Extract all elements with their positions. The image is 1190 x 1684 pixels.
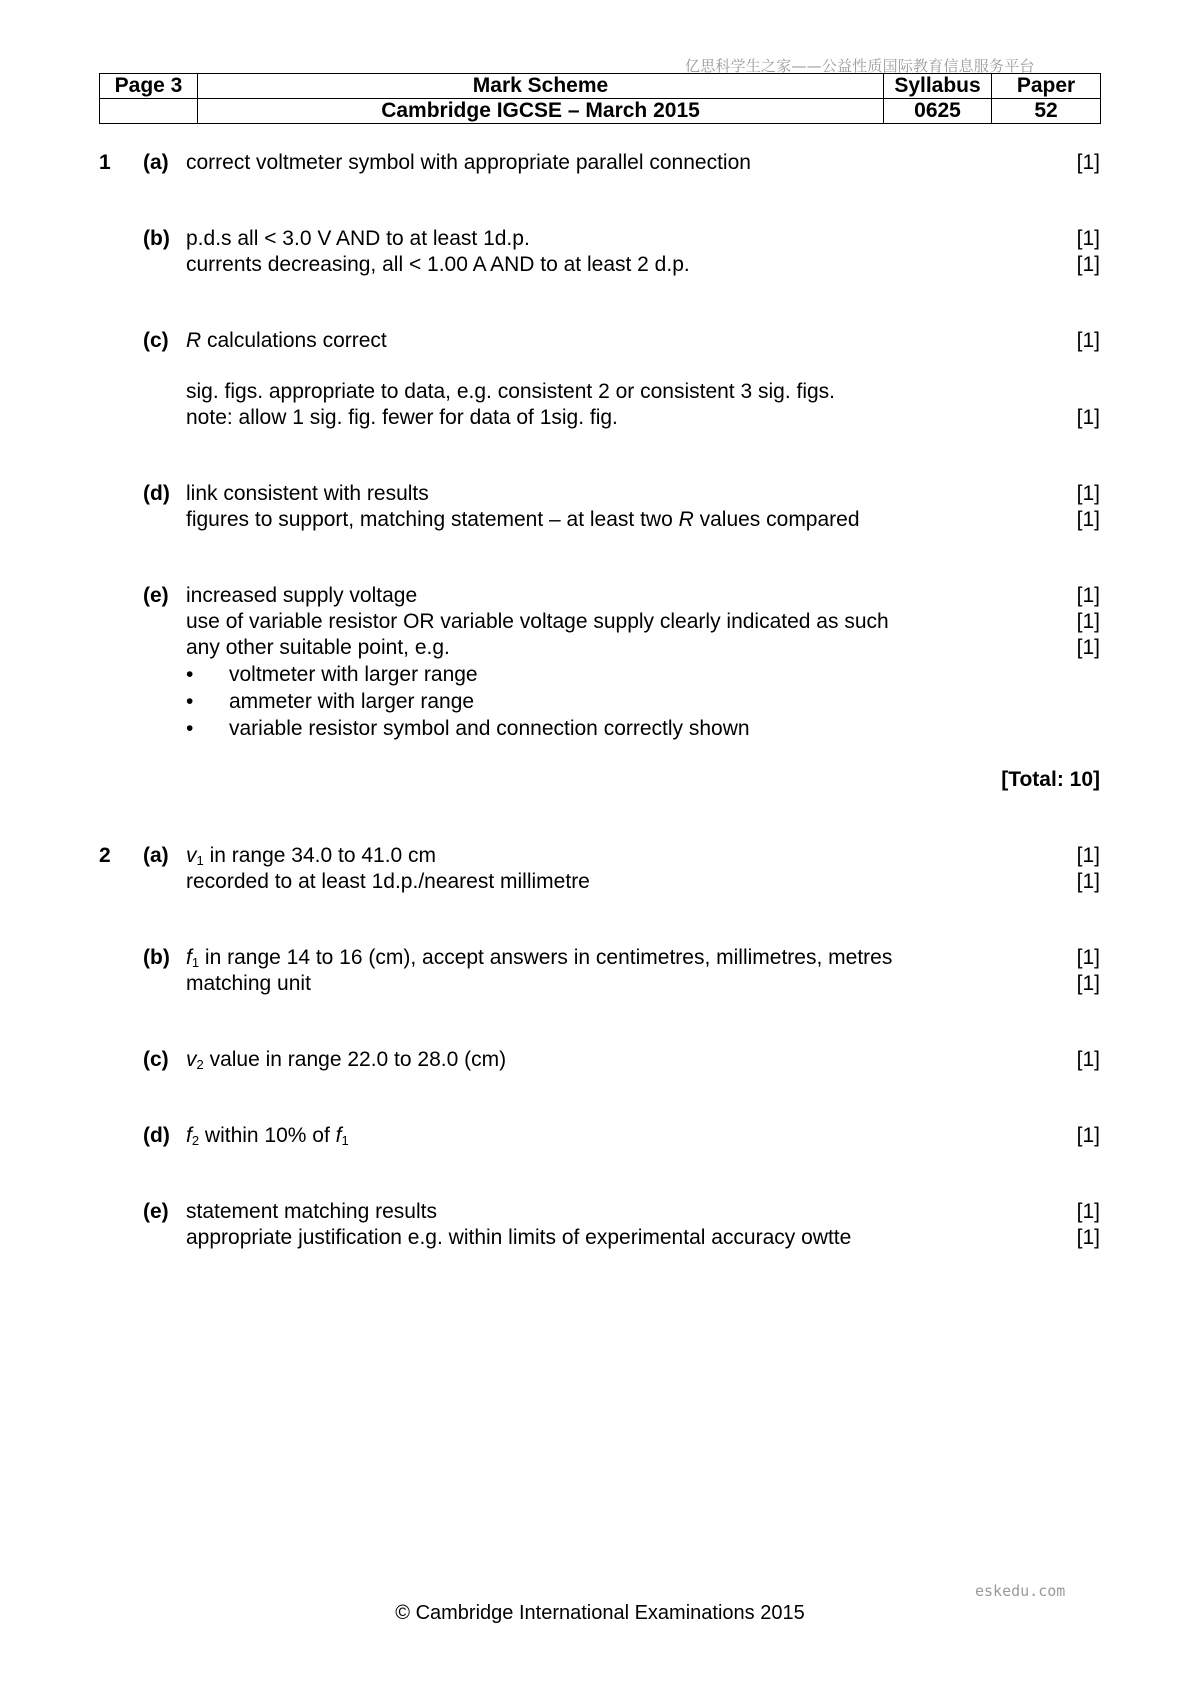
q2c-line-1: $v_2$ value in range 22.0 to 28.0 (cm)	[186, 1048, 507, 1072]
syllabus-label: Syllabus	[884, 74, 992, 99]
q1e-mark-1: [1]	[1076, 584, 1100, 607]
q1b-mark-2: [1]	[1076, 253, 1100, 276]
q2b-mark-1: [1]	[1076, 946, 1100, 969]
question-number-1: 1	[99, 151, 111, 174]
q2a-mark-2: [1]	[1076, 870, 1100, 893]
q1e-bullet-3: variable resistor symbol and connection correctly shown	[229, 717, 750, 740]
q1b-line-2: currents decreasing, all < 1.00 A AND to at least 2 d.p.	[186, 253, 690, 276]
watermark-top: 亿思科学生之家——公益性质国际教育信息服务平台	[685, 57, 1035, 75]
q1d-mark-2: [1]	[1076, 508, 1100, 531]
bullet-icon: •	[186, 663, 194, 686]
q1e-mark-2: [1]	[1076, 610, 1100, 633]
q1e-mark-3: [1]	[1076, 636, 1100, 659]
q2d-line-1: $f_2$ within 10% of $f_1$	[186, 1124, 349, 1148]
q2d-mark-1: [1]	[1076, 1124, 1100, 1147]
syllabus-code: 0625	[884, 99, 992, 124]
q1d-mark-1: [1]	[1076, 482, 1100, 505]
q2b-line-2: matching unit	[186, 972, 311, 995]
q1a-label: (a)	[143, 151, 169, 174]
q2a-line-1: $v_1$ in range 34.0 to 41.0 cm	[186, 844, 437, 868]
q1d-line-1: link consistent with results	[186, 482, 429, 505]
q2b-line-1: $f_1$ in range 14 to 16 (cm), accept answers in centimetres, millimetres, metres	[186, 946, 893, 970]
q2a-line-2: recorded to at least 1d.p./nearest millimetre	[186, 870, 590, 893]
q2c-mark-1: [1]	[1076, 1048, 1100, 1071]
q1e-line-3: any other suitable point, e.g.	[186, 636, 450, 659]
q1d-line-2: figures to support, matching statement – at least two R values compared	[186, 508, 860, 531]
document-title: Mark Scheme	[198, 74, 884, 99]
bullet-icon: •	[186, 717, 194, 740]
resistance-symbol: R	[186, 329, 202, 352]
q2c-label: (c)	[143, 1048, 169, 1071]
q2b-label: (b)	[143, 946, 170, 969]
q1e-line-1: increased supply voltage	[186, 584, 418, 607]
q2b-mark-2: [1]	[1076, 972, 1100, 995]
q1a-line-1: correct voltmeter symbol with appropriate parallel connection	[186, 151, 751, 174]
q1c-line-3: note: allow 1 sig. fig. fewer for data of 1sig. fig.	[186, 406, 618, 429]
q2e-label: (e)	[143, 1200, 169, 1223]
q2a-mark-1: [1]	[1076, 844, 1100, 867]
q1c-label: (c)	[143, 329, 169, 352]
q1b-label: (b)	[143, 227, 170, 250]
q1e-bullet-1: voltmeter with larger range	[229, 663, 478, 686]
paper-label: Paper	[992, 74, 1101, 99]
q1d-label: (d)	[143, 482, 170, 505]
document-subtitle: Cambridge IGCSE – March 2015	[198, 99, 884, 124]
q1c-line-2: sig. figs. appropriate to data, e.g. consistent 2 or consistent 3 sig. figs.	[186, 380, 836, 403]
q1a-mark-1: [1]	[1076, 151, 1100, 174]
q1c-line-1: R calculations correct	[186, 329, 387, 352]
q2e-line-1: statement matching results	[186, 1200, 437, 1223]
q1e-line-2: use of variable resistor OR variable voltage supply clearly indicated as such	[186, 610, 889, 633]
paper-number: 52	[992, 99, 1101, 124]
copyright-footer: © Cambridge International Examinations 2015	[395, 1602, 805, 1624]
q2e-mark-1: [1]	[1076, 1200, 1100, 1223]
q1c-mark-3: [1]	[1076, 406, 1100, 429]
q1e-bullet-2: ammeter with larger range	[229, 690, 475, 713]
q1c-mark-1: [1]	[1076, 329, 1100, 352]
q2d-label: (d)	[143, 1124, 170, 1147]
q2e-line-2: appropriate justification e.g. within limits of experimental accuracy owtte	[186, 1226, 852, 1249]
q1b-line-1: p.d.s all < 3.0 V AND to at least 1d.p.	[186, 227, 530, 250]
q2a-label: (a)	[143, 844, 169, 867]
q1-total: [Total: 10]	[1001, 768, 1100, 791]
watermark-bottom: eskedu.com	[975, 1582, 1066, 1600]
q1b-mark-1: [1]	[1076, 227, 1100, 250]
q1e-label: (e)	[143, 584, 169, 607]
bullet-icon: •	[186, 690, 194, 713]
resistance-symbol: R	[678, 508, 694, 531]
q2e-mark-2: [1]	[1076, 1226, 1100, 1249]
question-number-2: 2	[99, 844, 111, 867]
page-number: Page 3	[100, 74, 198, 99]
